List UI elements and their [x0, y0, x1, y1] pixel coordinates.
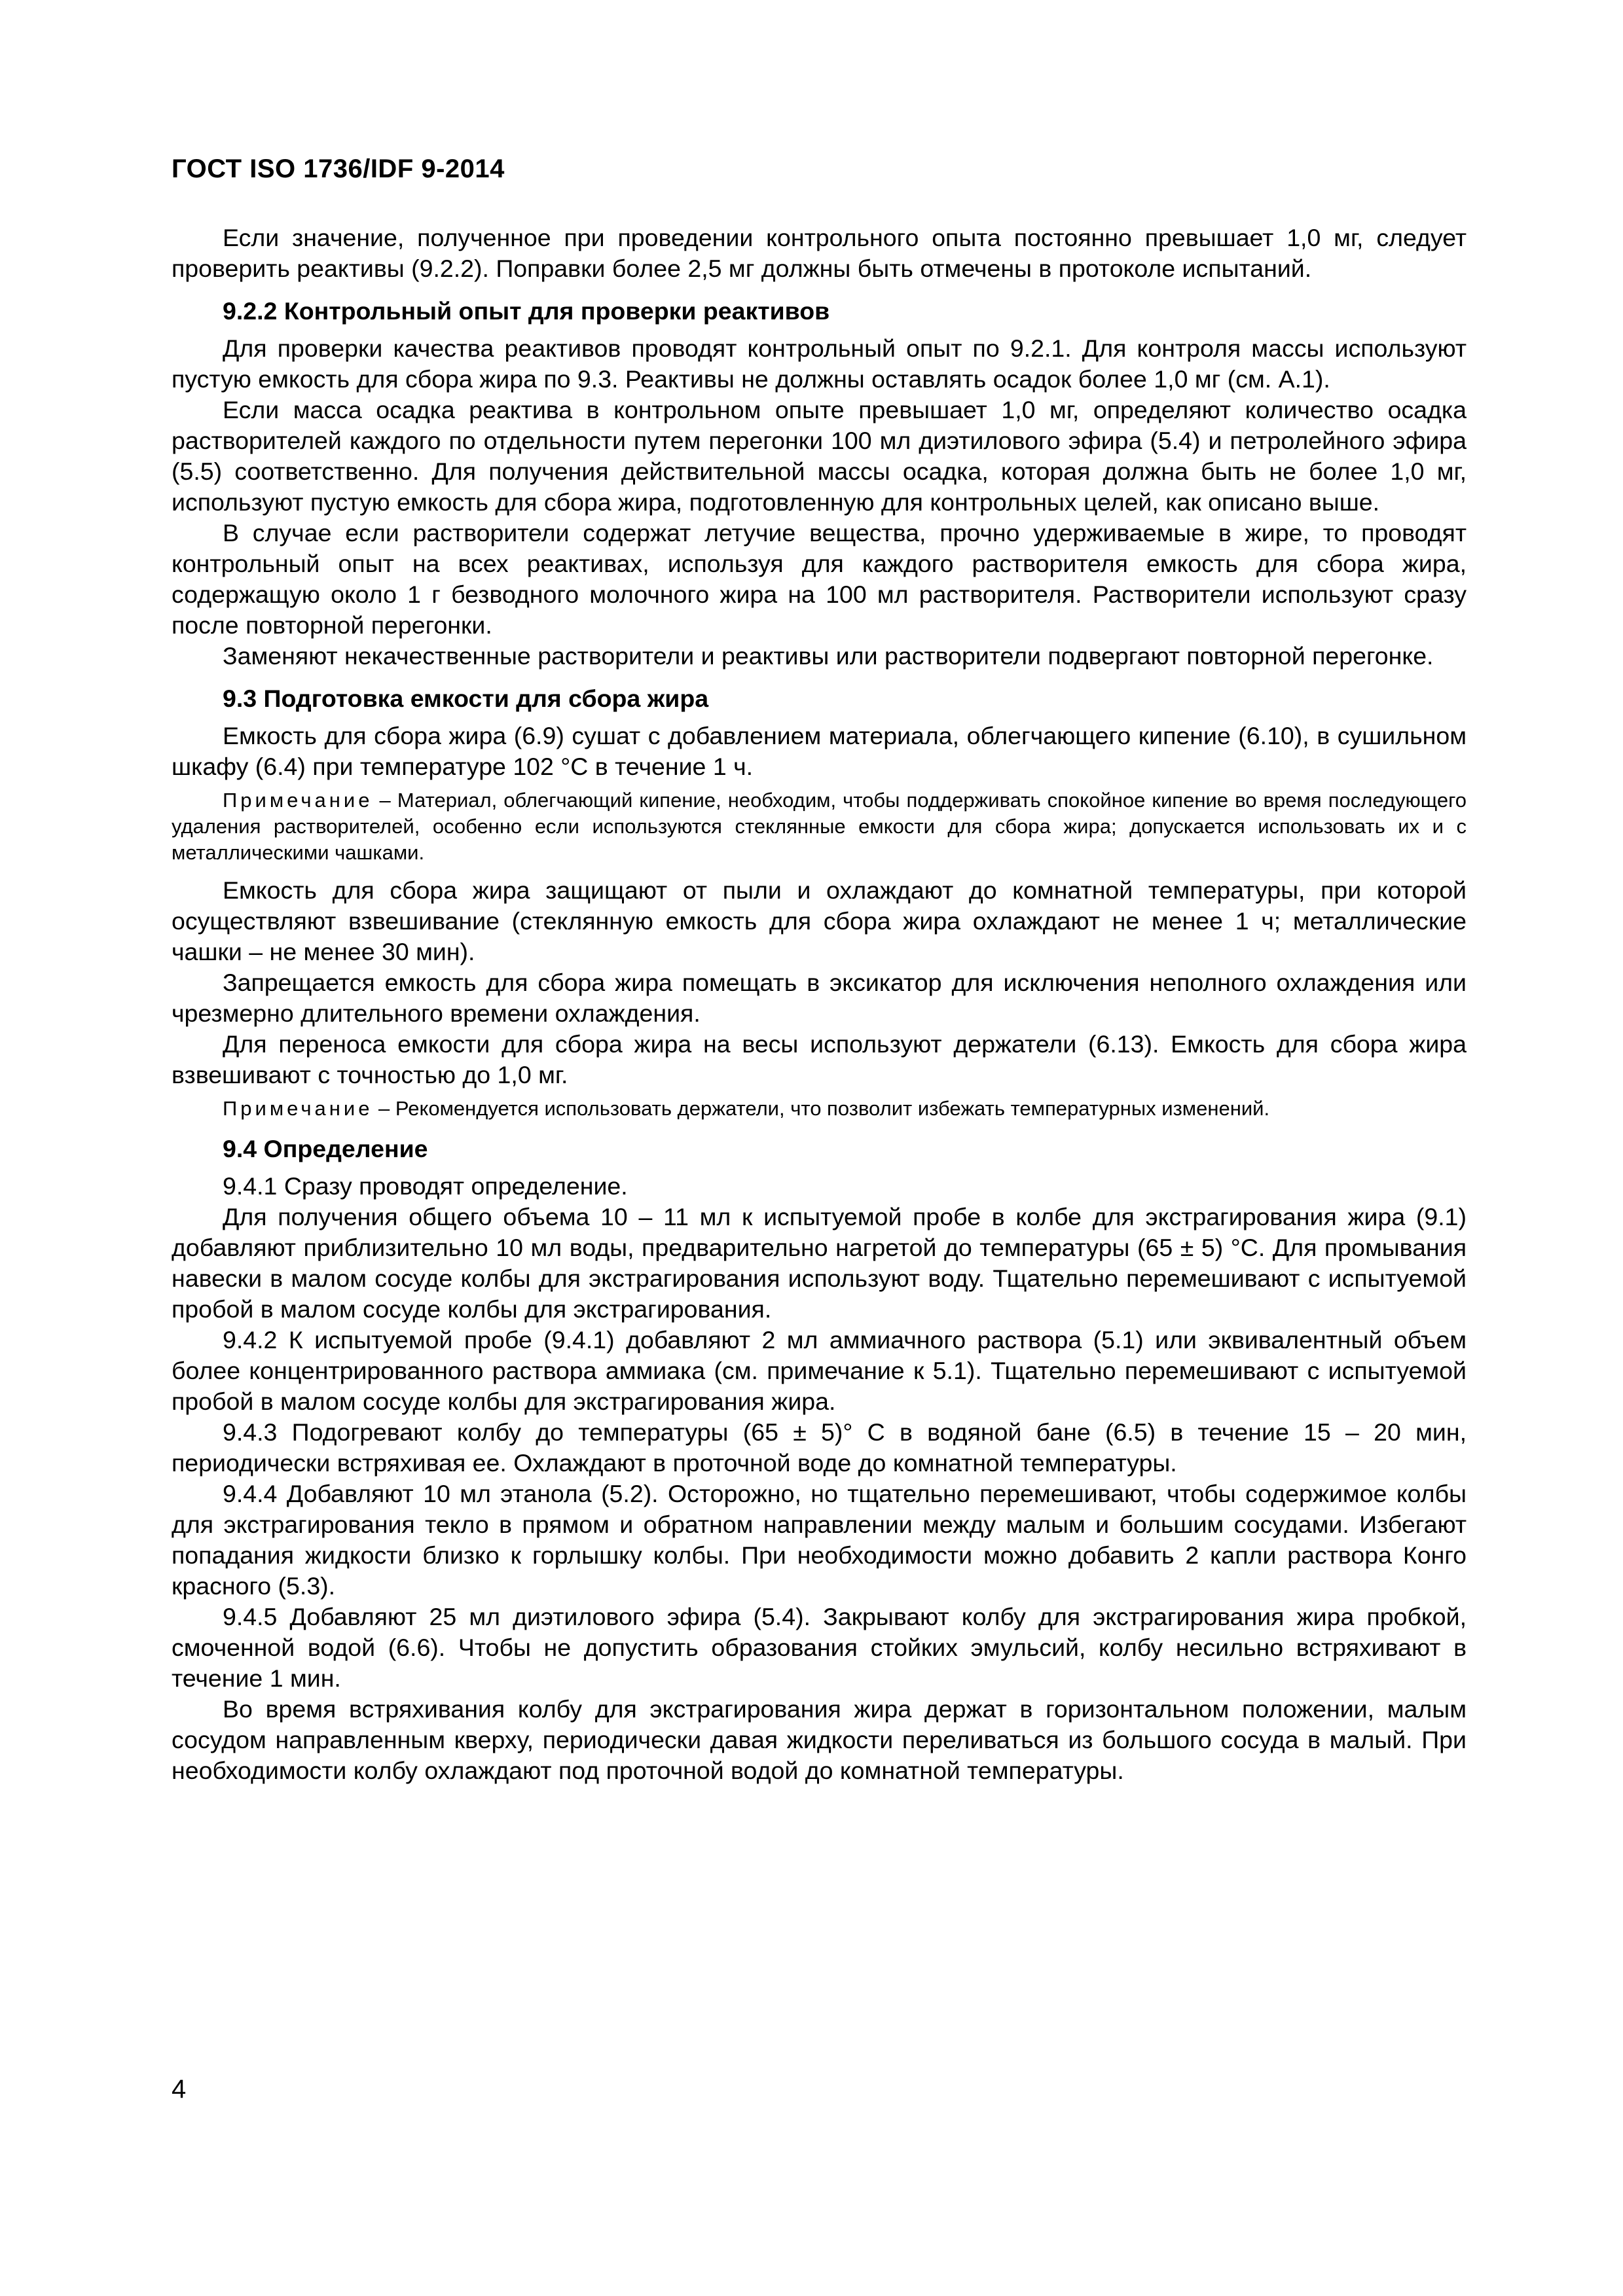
section-heading-9-2-2: 9.2.2 Контрольный опыт для проверки реактивов [223, 297, 830, 325]
paragraph: 9.4.2 К испытуемой пробе (9.4.1) добавляют 2 мл аммиачного раствора (5.1) или эквивалентный объем более концентрированного раствора аммиака (см. примечание к 5.1). Тщательно перемешивают с испытуемой пробой в малом сосуде колбы для экстрагирования жира. [172, 1326, 1467, 1415]
note [172, 787, 1467, 866]
paragraph: 9.4.3 Подогревают колбу до температуры (65 ± 5)° С в водяной бане (6.5) в течение 15 – 20 мин, периодически встряхивая ее. Охлаждают в проточной воде до комнатной температуры. [172, 1418, 1467, 1477]
paragraph: 9.4.4 Добавляют 10 мл этанола (5.2). Осторожно, но тщательно перемешивают, чтобы содержимое колбы для экстрагирования текло в прямом и обратном направлении между малым и большим сосудами. Избегают попадания жидкости близко к горлышку колбы. При необходимости можно добавить 2 капли раствора Конго красного (5.3). [172, 1480, 1467, 1600]
note-text: – Материал, облегчающий кипение, необходим, чтобы поддерживать спокойное кипение во время последующего удаления растворителей, особенно если используются стеклянные емкости для сбора жира; допускается использовать их и с металлическими чашками. [172, 789, 1467, 864]
document-body [172, 223, 1467, 1786]
note-text: – Рекомендуется использовать держатели, что позволит избежать температурных изменений. [373, 1097, 1270, 1120]
section-heading-9-4: 9.4 Определение [223, 1135, 428, 1162]
paragraph: Во время встряхивания колбу для экстрагирования жира держат в горизонтальном положении, малым сосудом направленным кверху, периодически давая жидкости переливаться из большого сосуда в малый. При необходимости колбу охлаждают под проточной водой до комнатной температуры. [172, 1695, 1467, 1784]
paragraph: Если масса осадка реактива в контрольном опыте превышает 1,0 мг, определяют количество осадка растворителей каждого по отдельности путем перегонки 100 мл диэтилового эфира (5.4) и петролейного эфира (5.5) соответственно. Для получения действительной массы осадка, которая должна быть не более 1,0 мг, используют пустую емкость для сбора жира, подготовленную для контрольных целей, как описано выше. [172, 396, 1467, 516]
paragraph: Для получения общего объема 10 – 11 мл к испытуемой пробе в колбе для экстрагирования жира (9.1) добавляют приблизительно 10 мл воды, предварительно нагретой до температуры (65 ± 5) °С. Для промывания навески в малом сосуде колбы для экстрагирования используют воду. Тщательно перемешивают с испытуемой пробой в малом сосуде колбы для экстрагирования. [172, 1203, 1467, 1323]
paragraph: Для переноса емкости для сбора жира на весы используют держатели (6.13). Емкость для сбора жира взвешивают с точностью до 1,0 мг. [172, 1030, 1467, 1088]
page-number: 4 [172, 2075, 187, 2104]
paragraph: 9.4.1 Сразу проводят определение. [223, 1172, 628, 1200]
paragraph: Емкость для сбора жира (6.9) сушат с добавлением материала, облегчающего кипение (6.10), в сушильном шкафу (6.4) при температуре 102 °С в течение 1 ч. [172, 722, 1467, 780]
paragraph: Емкость для сбора жира защищают от пыли и охлаждают до комнатной температуры, при которой осуществляют взвешивание (стеклянную емкость для сбора жира охлаждают не менее 1 ч; металлические чашки – не менее 30 мин). [172, 876, 1467, 965]
document-header: ГОСТ ISO 1736/IDF 9-2014 [172, 154, 505, 183]
paragraph: 9.4.5 Добавляют 25 мл диэтилового эфира (5.4). Закрывают колбу для экстрагирования жира пробкой, смоченной водой (6.6). Чтобы не допустить образования стойких эмульсий, колбу несильно встряхивают в течение 1 мин. [172, 1603, 1467, 1692]
paragraph: В случае если растворители содержат летучие вещества, прочно удерживаемые в жире, то проводят контрольный опыт на всех реактивах, используя для каждого растворителя емкость для сбора жира, содержащую около 1 г безводного молочного жира на 100 мл растворителя. Растворители используют сразу после повторной перегонки. [172, 519, 1467, 639]
note-label: Примечание [223, 1097, 373, 1120]
note [172, 1096, 1467, 1122]
section-heading-9-3: 9.3 Подготовка емкости для сбора жира [223, 685, 709, 712]
paragraph: Заменяют некачественные растворители и реактивы или растворители подвергают повторной перегонке. [223, 642, 1434, 670]
paragraph: Для проверки качества реактивов проводят контрольный опыт по 9.2.1. Для контроля массы используют пустую емкость для сбора жира по 9.3. Реактивы не должны оставлять осадок более 1,0 мг (см. А.1). [172, 334, 1467, 393]
note-label: Примечание [223, 789, 373, 812]
paragraph: Запрещается емкость для сбора жира помещать в эксикатор для исключения неполного охлаждения или чрезмерно длительного времени охлаждения. [172, 969, 1467, 1027]
paragraph: Если значение, полученное при проведении контрольного опыта постоянно превышает 1,0 мг, следует проверить реактивы (9.2.2). Поправки более 2,5 мг должны быть отмечены в протоколе испытаний. [172, 224, 1467, 282]
